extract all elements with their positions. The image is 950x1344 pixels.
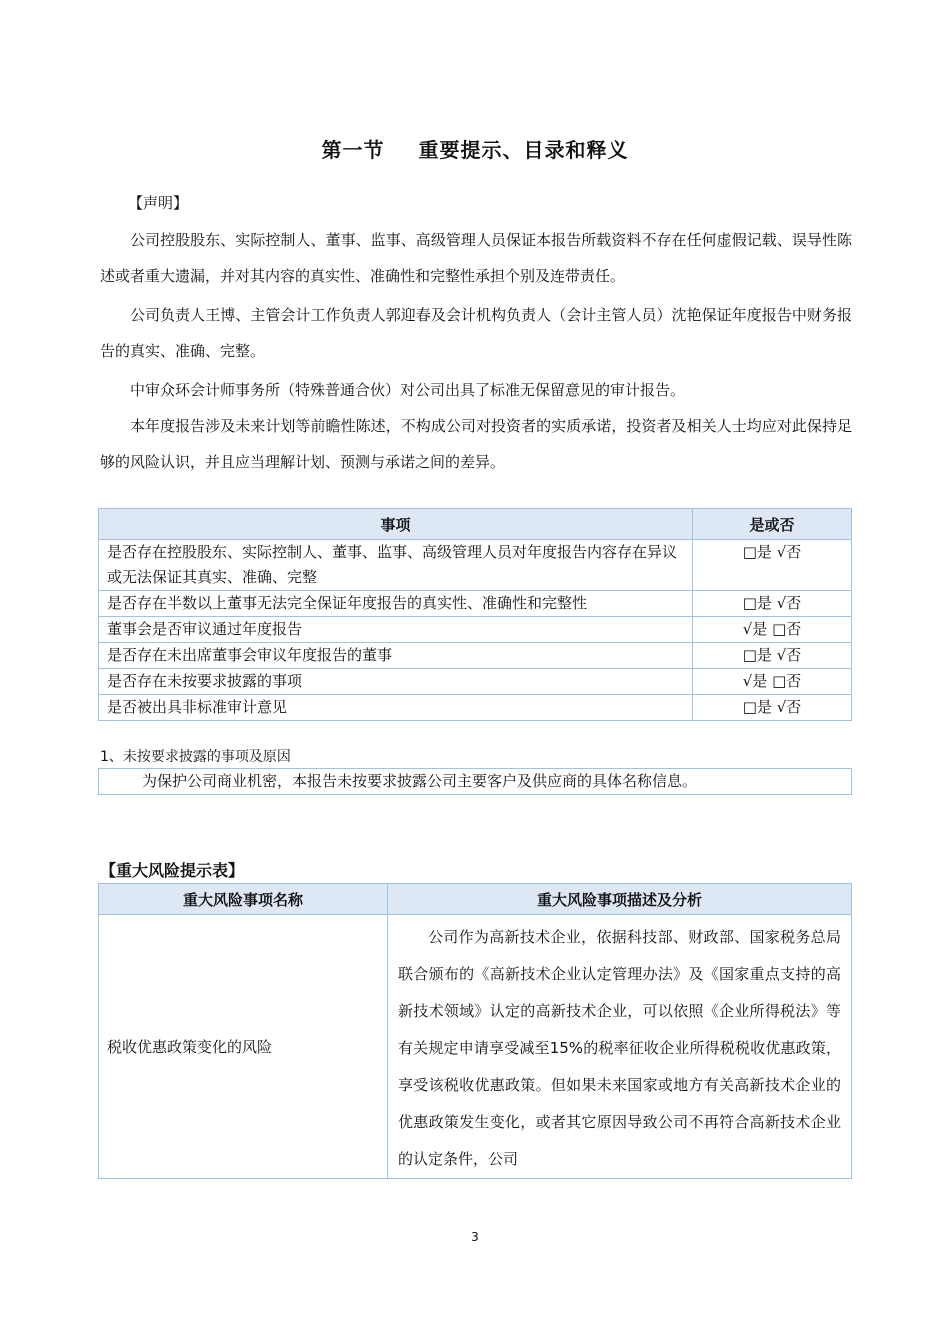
risk-table	[98, 883, 852, 1179]
matter-cell: 董事会是否审议通过年度报告	[99, 617, 693, 643]
answer-cell: □是 √否	[693, 695, 852, 721]
declaration-paragraph: 中审众环会计师事务所（特殊普通合伙）对公司出具了标准无保留意见的审计报告。	[130, 381, 686, 399]
table-row	[99, 540, 852, 591]
undisclosed-title: 1、未按要求披露的事项及原因	[100, 749, 291, 765]
title-section-number: 第一节	[321, 138, 385, 162]
table-row	[99, 695, 852, 721]
header-matter: 事项	[99, 509, 693, 540]
title-section-name: 重要提示、目录和释义	[418, 138, 629, 162]
undisclosed-text: 为保护公司商业机密，本报告未按要求披露公司主要客户及供应商的具体名称信息。	[142, 772, 698, 790]
declaration-paragraph: 本年度报告涉及未来计划等前瞻性陈述，不构成公司对投资者的实质承诺，投资者及相关人士均应对此保持足够的风险认识，并且应当理解计划、预测与承诺之间的差异。	[100, 417, 852, 471]
risk-name-cell: 税收优惠政策变化的风险	[99, 915, 388, 1179]
risk-description-cell: 公司作为高新技术企业，依据科技部、财政部、国家税务总局联合颁布的《高新技术企业认定管理办法》及《国家重点支持的高新技术领域》认定的高新技术企业，可以依照《企业所得税法》等有关规定申请享受减至15%的税率征收企业所得税税收优惠政策，享受该税收优惠政策。但如果未来国家或地方有关高新技术企业的优惠政策发生变化，或者其它原因导致公司不再符合高新技术企业的认定条件，公司	[388, 915, 852, 1179]
table-header-row	[99, 884, 852, 915]
header-risk-description: 重大风险事项描述及分析	[388, 884, 852, 915]
declaration-label: 【声明】	[128, 194, 189, 212]
undisclosed-box	[98, 768, 852, 795]
answer-cell: □是 √否	[693, 591, 852, 617]
table-row	[99, 915, 852, 1179]
table-row	[99, 591, 852, 617]
declaration-paragraph: 公司负责人王博、主管会计工作负责人郭迎春及会计机构负责人（会计主管人员）沈艳保证年度报告中财务报告的真实、准确、完整。	[100, 306, 852, 360]
page-number: 3	[471, 1230, 479, 1244]
matter-cell: 是否存在控股股东、实际控制人、董事、监事、高级管理人员对年度报告内容存在异议或无法保证其真实、准确、完整	[99, 540, 693, 591]
answer-cell: √是 □否	[693, 617, 852, 643]
header-yes-no: 是或否	[693, 509, 852, 540]
matter-cell: 是否被出具非标准审计意见	[99, 695, 693, 721]
matters-table	[98, 508, 852, 721]
matter-cell: 是否存在未出席董事会审议年度报告的董事	[99, 643, 693, 669]
page-title	[0, 134, 950, 163]
answer-cell: □是 √否	[693, 540, 852, 591]
table-row	[99, 643, 852, 669]
declaration-paragraph: 公司控股股东、实际控制人、董事、监事、高级管理人员保证本报告所载资料不存在任何虚假记载、误导性陈述或者重大遗漏，并对其内容的真实性、准确性和完整性承担个别及连带责任。	[100, 231, 852, 285]
table-row	[99, 669, 852, 695]
answer-cell: □是 √否	[693, 643, 852, 669]
matter-cell: 是否存在半数以上董事无法完全保证年度报告的真实性、准确性和完整性	[99, 591, 693, 617]
table-row	[99, 617, 852, 643]
matter-cell: 是否存在未按要求披露的事项	[99, 669, 693, 695]
header-risk-name: 重大风险事项名称	[99, 884, 388, 915]
answer-cell: √是 □否	[693, 669, 852, 695]
risk-table-title: 【重大风险提示表】	[100, 861, 245, 880]
table-header-row	[99, 509, 852, 540]
